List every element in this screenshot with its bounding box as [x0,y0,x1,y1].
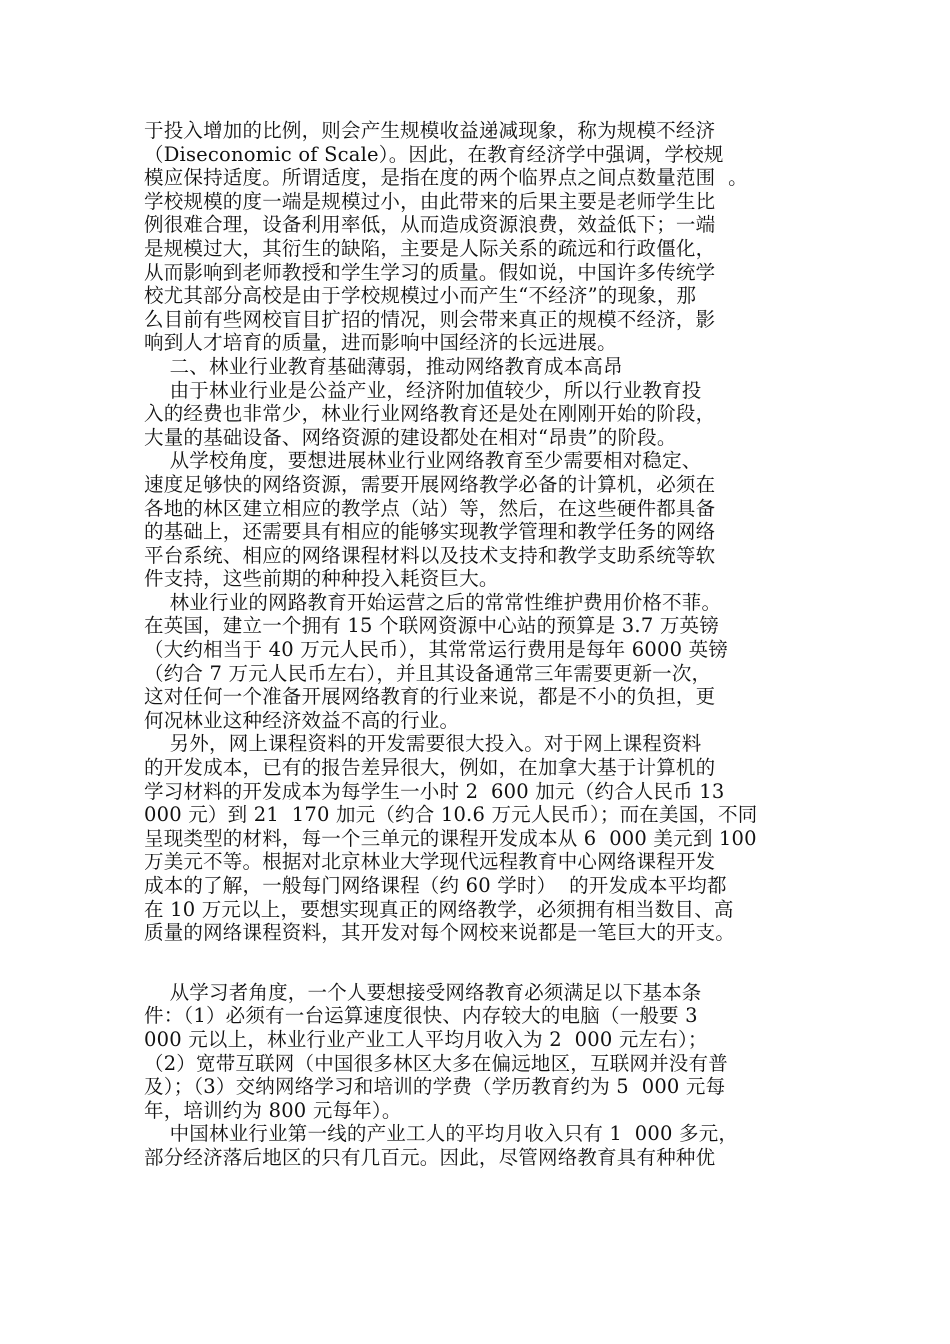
text-line: 校尤其部分高校是由于学校规模过小而产生“不经济”的现象，那 [144,284,697,308]
paragraph-spacer [144,945,810,981]
text-line: 大量的基础设备、网络资源的建设都处在相对“昂贵”的阶段。 [144,425,677,449]
text-line: 000 元以上，林业行业产业工人平均月收入为 2 000 元左右）； [144,1027,708,1051]
text-line: （约合 7 万元人民币左右），并且其设备通常三年需要更新一次， [144,661,712,685]
paragraph [144,355,810,379]
text-line: 从学习者角度，一个人要想接受网络教育必须满足以下基本条 [144,980,702,1004]
text-line: 成本的了解，一般每门网络课程（约 60 学时） 的开发成本平均都 [144,874,727,897]
text-line: 响到人才培育的质量，进而影响中国经济的长远进展。 [144,331,617,355]
paragraph [144,591,810,733]
text-line: 由于林业行业是公益产业，经济附加值较少，所以行业教育投 [144,378,702,402]
text-line: 入的经费也非常少，林业行业网络教育还是处在刚刚开始的阶段， [144,402,716,426]
text-line: 么目前有些网校盲目扩招的情况，则会带来真正的规模不经济，影 [144,307,716,331]
text-line: （Diseconomic of Scale）。因此，在教育经济学中强调，学校规 [144,142,724,166]
text-line: 这对任何一个准备开展网络教育的行业来说，都是不小的负担，更 [144,685,716,709]
text-line: 在 10 万元以上，要想实现真正的网络教学，必须拥有相当数目、高 [144,897,734,921]
text-line: 质量的网络课程资料，其开发对每个网校来说都是一笔巨大的开支。 [144,921,736,945]
text-line: 及）；（3）交纳网络学习和培训的学费（学历教育约为 5 000 元每 [144,1075,726,1099]
paragraph [144,732,810,944]
text-line: 在英国，建立一个拥有 15 个联网资源中心站的预算是 3.7 万英镑 [144,614,719,638]
text-line: 的开发成本，已有的报告差异很大，例如，在加拿大基于计算机的 [144,756,716,780]
text-line: 从学校角度，要想进展林业行业网络教育至少需要相对稳定、 [144,449,702,473]
text-line: 年，培训约为 800 元每年）。 [144,1098,402,1122]
text-line: 二、林业行业教育基础薄弱，推动网络教育成本高昂 [144,354,623,378]
text-line: 中国林业行业第一线的产业工人的平均月收入只有 1 000 多元， [144,1122,739,1146]
text-line: 平台系统、相应的网络课程材料以及技术支持和教学支助系统等软 [144,543,716,567]
text-line: 件支持，这些前期的种种投入耗资巨大。 [144,567,499,591]
paragraph [144,379,810,450]
text-line: 何况林业这种经济效益不高的行业。 [144,708,460,732]
text-line: 从而影响到老师教授和学生学习的质量。假如说，中国许多传统学 [144,260,716,284]
text-line: 件：（1）必须有一台运算速度很快、内存较大的电脑（一般要 3 [144,1004,698,1028]
text-line: 各地的林区建立相应的教学点（站）等，然后，在这些硬件都具备 [144,496,716,520]
text-line: 模应保持适度。所谓适度，是指在度的两个临界点之间点数量范围 。 [144,166,748,190]
text-line: 呈现类型的材料，每一个三单元的课程开发成本从 6 000 美元到 100 [144,826,757,850]
text-line: 万美元不等。根据对北京林业大学现代远程教育中心网络课程开发 [144,850,716,874]
text-line: 林业行业的网路教育开始运营之后的常常性维护费用价格不菲。 [144,590,722,614]
text-line: 部分经济落后地区的只有几百元。因此，尽管网络教育具有种种优 [144,1145,716,1169]
text-line: 例很难合理，设备利用率低，从而造成资源浪费，效益低下；一端 [144,213,716,237]
text-line: 另外，网上课程资料的开发需要很大投入。对于网上课程资料 [144,732,702,756]
text-line: 于投入增加的比例，则会产生规模收益递减现象，称为规模不经济 [144,119,716,142]
paragraph [144,1122,810,1169]
text-line: 速度足够快的网络资源，需要开展网络教学必备的计算机，必须在 [144,472,716,496]
paragraph [144,119,810,355]
text-line: 的基础上，还需要具有相应的能够实现教学管理和教学任务的网络 [144,520,716,544]
text-line: 学校规模的度一端是规模过小，由此带来的后果主要是老师学生比 [144,189,716,213]
paragraph [144,449,810,591]
document-page [144,119,810,1170]
text-line: 学习材料的开发成本为每学生一小时 2 600 加元（约合人民币 13 [144,779,725,803]
text-line: 是规模过大，其衍生的缺陷，主要是人际关系的疏远和行政僵化， [144,236,716,260]
text-line: 000 元）到 21 170 加元（约合 10.6 万元人民币）；而在美国，不同 [144,803,758,827]
text-line: （2）宽带互联网（中国很多林区大多在偏远地区，互联网并没有普 [144,1051,728,1075]
text-line: （大约相当于 40 万元人民币），其常常运行费用是每年 6000 英镑 [144,638,728,662]
paragraph [144,981,810,1123]
